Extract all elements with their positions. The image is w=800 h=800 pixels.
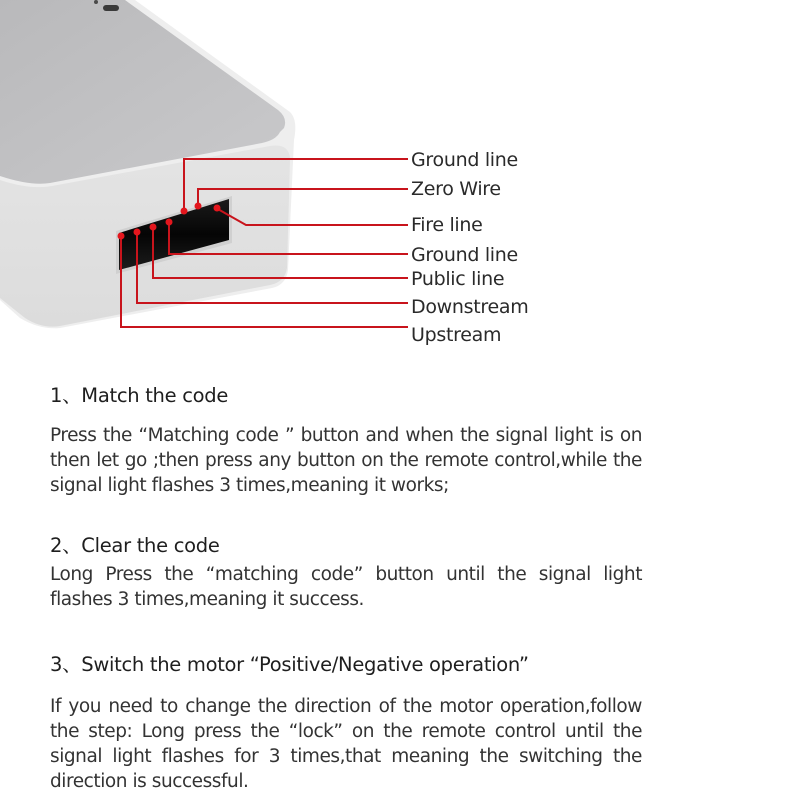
section-body: Long Press the “matching code” button until the signal light flashes 3 times,meaning it success. [50, 564, 642, 610]
section-heading: 2、Clear the code [50, 534, 220, 557]
label-fire-line: Fire line [411, 214, 483, 236]
section-heading: 3、Switch the motor “Positive/Negative operation” [50, 653, 529, 676]
section-body: If you need to change the direction of the motor operation,follow the step: Long press the “lock” on the remote control until the signal light flashes for 3 times,that meaning the switching the direction is successful. [50, 696, 642, 792]
label-zero-wire: Zero Wire [411, 178, 501, 200]
label-ground-line-2: Ground line [411, 244, 518, 266]
section-match-code [50, 384, 642, 498]
section-clear-code [50, 534, 642, 612]
label-ground-line-1: Ground line [411, 149, 518, 171]
label-upstream: Upstream [411, 324, 502, 346]
section-body: Press the “Matching code ” button and when the signal light is on then let go ;then press any button on the remote control,while the signal light flashes 3 times,meaning it works; [50, 425, 642, 496]
label-public-line: Public line [411, 268, 505, 290]
label-downstream: Downstream [411, 296, 529, 318]
section-switch-motor [50, 653, 642, 794]
section-heading: 1、Match the code [50, 384, 229, 407]
receiver-device-illustration [0, 0, 800, 360]
led-indicator-icon [103, 5, 119, 11]
wiring-diagram [0, 0, 800, 360]
